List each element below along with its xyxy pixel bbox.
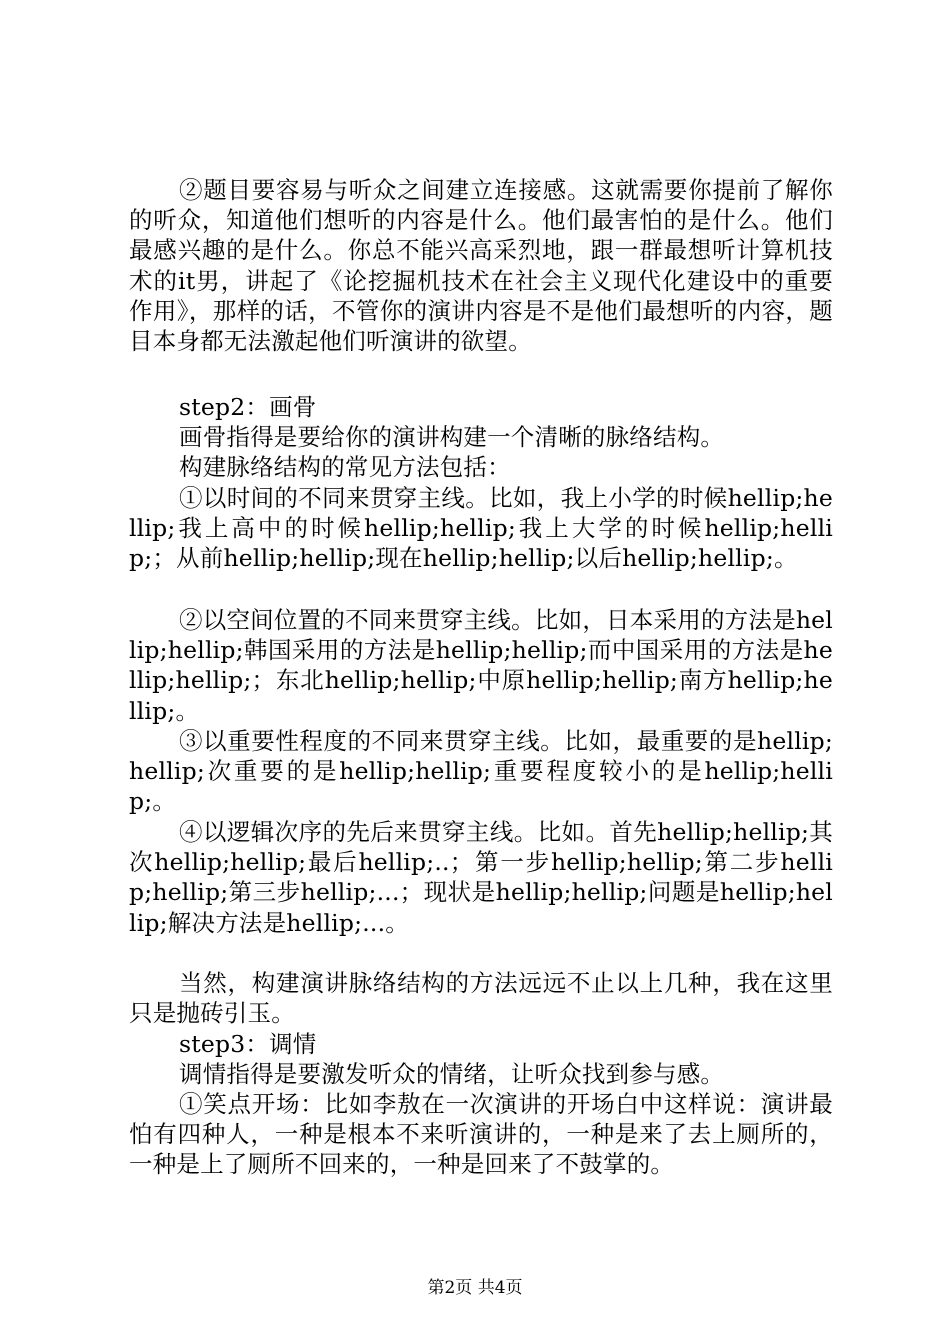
paragraph-method-time: ①以时间的不同来贯穿主线。比如，我上小学的时候hellip;hellip;我上高中的时候hellip;hellip;我上大学的时候hellip;hellip;；从前hellip;hellip;现在hellip;hellip;以后hellip;hellip;。 [129, 484, 833, 573]
paragraph-topic-connection: ②题目要容易与听众之间建立连接感。这就需要你提前了解你的听众，知道他们想听的内容是什么。他们最害怕的是什么。他们最感兴趣的是什么。你总不能兴高采烈地，跟一群最想听计算机技术的it男，讲起了《论挖掘机技术在社会主义现代化建设中的重要作用》，那样的话，不管你的演讲内容是不是他们最想听的内容，题目本身都无法激起他们听演讲的欲望。 [129, 176, 833, 356]
paragraph-method-space: ②以空间位置的不同来贯穿主线。比如，日本采用的方法是hellip;hellip;韩国采用的方法是hellip;hellip;而中国采用的方法是hellip;hellip;；东北hellip;hellip;中原hellip;hellip;南方hellip;hellip;。 [129, 606, 833, 725]
paragraph-methods-intro: 构建脉络结构的常见方法包括： [179, 453, 511, 481]
paragraph-step2-definition: 画骨指得是要给你的演讲构建一个清晰的脉络结构。 [179, 423, 725, 451]
heading-step2: step2：画骨 [179, 393, 317, 421]
paragraph-method-importance: ③以重要性程度的不同来贯穿主线。比如，最重要的是hellip;hellip;次重要的是hellip;hellip;重要程度较小的是hellip;hellip;。 [129, 727, 833, 816]
heading-step3: step3：调情 [179, 1030, 317, 1058]
page-footer: 第2页 共4页 [427, 1278, 523, 1298]
paragraph-conclusion: 当然，构建演讲脉络结构的方法远远不止以上几种，我在这里只是抛砖引玉。 [129, 969, 833, 1028]
paragraph-humor-opening: ①笑点开场：比如李敖在一次演讲的开场白中这样说：演讲最怕有四种人，一种是根本不来听演讲的，一种是来了去上厕所的，一种是上了厕所不回来的，一种是回来了不鼓掌的。 [129, 1090, 833, 1179]
paragraph-method-logic: ④以逻辑次序的先后来贯穿主线。比如。首先hellip;hellip;其次hellip;hellip;最后hellip;..；第一步hellip;hellip;第二步hellip;hellip;第三步hellip;...；现状是hellip;hellip;问题是hellip;hellip;解决方法是hellip;...。 [129, 818, 833, 937]
paragraph-step3-definition: 调情指得是要激发听众的情绪，让听众找到参与感。 [179, 1060, 725, 1088]
